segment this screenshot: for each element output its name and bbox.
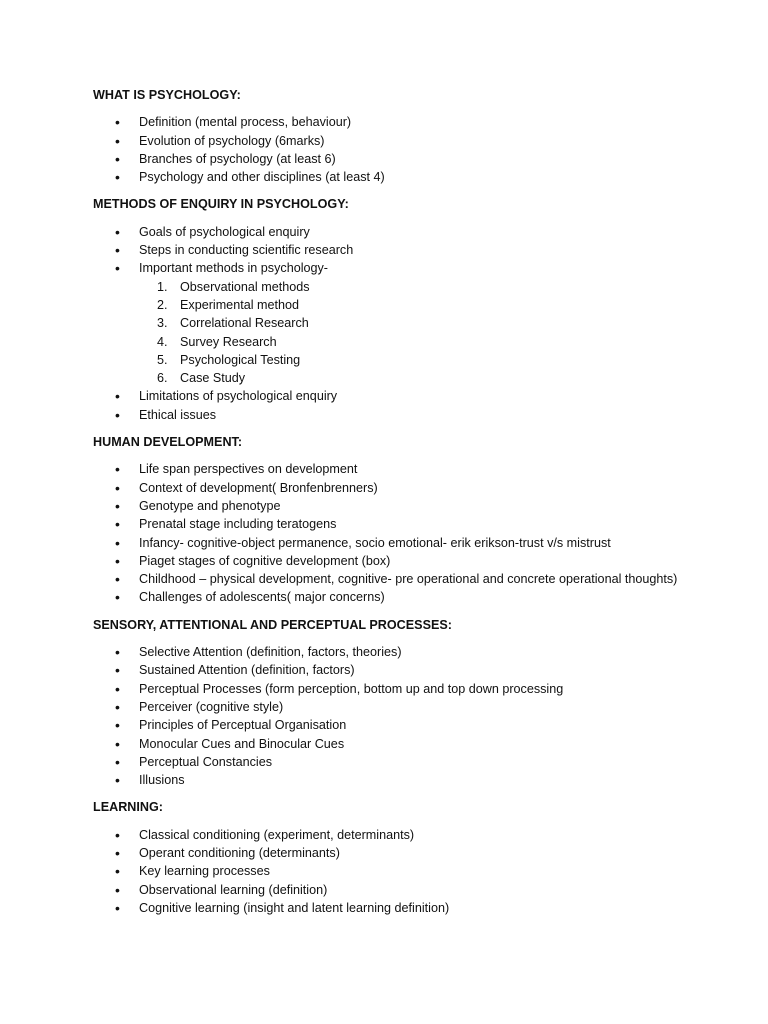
section-methods-of-enquiry — [93, 195, 683, 424]
list-item-text: Important methods in psychology- — [139, 261, 328, 276]
section-what-is-psychology — [93, 86, 683, 186]
item-number: 6. — [157, 371, 168, 386]
list-item: • Evolution of psychology (6marks) — [93, 132, 683, 150]
list-item: • Perceptual Processes (form perception, bottom up and top down processing — [93, 680, 683, 698]
list-item: • Genotype and phenotype — [93, 497, 683, 515]
item-number: 5. — [157, 352, 168, 367]
list-item: • Principles of Perceptual Organisation — [93, 716, 683, 734]
item-text: Survey Research — [180, 334, 277, 349]
list-item: • Observational learning (definition) — [93, 881, 683, 899]
list-item: • Life span perspectives on development — [93, 460, 683, 478]
list-item: • Psychology and other disciplines (at least 4) — [93, 168, 683, 186]
section-heading: HUMAN DEVELOPMENT: — [93, 435, 243, 450]
list-item: • Sustained Attention (definition, factors) — [93, 661, 683, 679]
list-item: • Classical conditioning (experiment, determinants) — [93, 826, 683, 844]
list-item: • Operant conditioning (determinants) — [93, 844, 683, 862]
list-item: • Ethical issues — [93, 406, 683, 424]
list-item: • Challenges of adolescents( major concerns) — [93, 588, 683, 606]
numbered-item — [139, 351, 683, 369]
section-learning — [93, 798, 683, 917]
section-heading: LEARNING: — [93, 800, 163, 815]
numbered-item — [139, 369, 683, 387]
item-number: 3. — [157, 316, 168, 331]
bullet-list — [93, 643, 683, 789]
section-sensory-attentional-perceptual — [93, 616, 683, 790]
list-item: • Perceptual Constancies — [93, 753, 683, 771]
list-item: • Context of development( Bronfenbrenners) — [93, 479, 683, 497]
bullet-list — [93, 223, 683, 424]
item-number: 1. — [157, 279, 168, 294]
section-human-development — [93, 433, 683, 607]
list-item: • Cognitive learning (insight and latent learning definition) — [93, 899, 683, 917]
numbered-list — [139, 278, 683, 388]
list-item-important-methods — [93, 259, 683, 387]
bullet-list — [93, 460, 683, 606]
item-text: Psychological Testing — [180, 352, 301, 367]
list-item: • Key learning processes — [93, 862, 683, 880]
list-item: • Definition (mental process, behaviour) — [93, 113, 683, 131]
item-text: Observational methods — [180, 279, 310, 294]
document-page — [93, 86, 683, 917]
bullet-list — [93, 826, 683, 917]
list-item: • Infancy- cognitive-object permanence, socio emotional- erik erikson-trust v/s mistrust — [93, 534, 683, 552]
list-item: • Illusions — [93, 771, 683, 789]
list-item: • Steps in conducting scientific research — [93, 241, 683, 259]
item-text: Case Study — [180, 371, 246, 386]
section-heading: METHODS OF ENQUIRY IN PSYCHOLOGY: — [93, 197, 349, 212]
item-number: 4. — [157, 334, 168, 349]
list-item: • Branches of psychology (at least 6) — [93, 150, 683, 168]
list-item: • Monocular Cues and Binocular Cues — [93, 735, 683, 753]
numbered-item — [139, 314, 683, 332]
numbered-item — [139, 333, 683, 351]
section-heading: SENSORY, ATTENTIONAL AND PERCEPTUAL PROCESSES: — [93, 617, 452, 632]
list-item: • Selective Attention (definition, factors, theories) — [93, 643, 683, 661]
list-item: • Limitations of psychological enquiry — [93, 387, 683, 405]
item-number: 2. — [157, 297, 168, 312]
list-item: • Piaget stages of cognitive development (box) — [93, 552, 683, 570]
item-text: Correlational Research — [180, 316, 309, 331]
numbered-item — [139, 278, 683, 296]
item-text: Experimental method — [180, 297, 300, 312]
section-heading: WHAT IS PSYCHOLOGY: — [93, 88, 241, 102]
numbered-item — [139, 296, 683, 314]
list-item: • Goals of psychological enquiry — [93, 223, 683, 241]
list-item: • Perceiver (cognitive style) — [93, 698, 683, 716]
list-item: • Prenatal stage including teratogens — [93, 515, 683, 533]
list-item: • Childhood – physical development, cognitive- pre operational and concrete operational thoughts) — [93, 570, 683, 588]
bullet-list — [93, 113, 683, 186]
